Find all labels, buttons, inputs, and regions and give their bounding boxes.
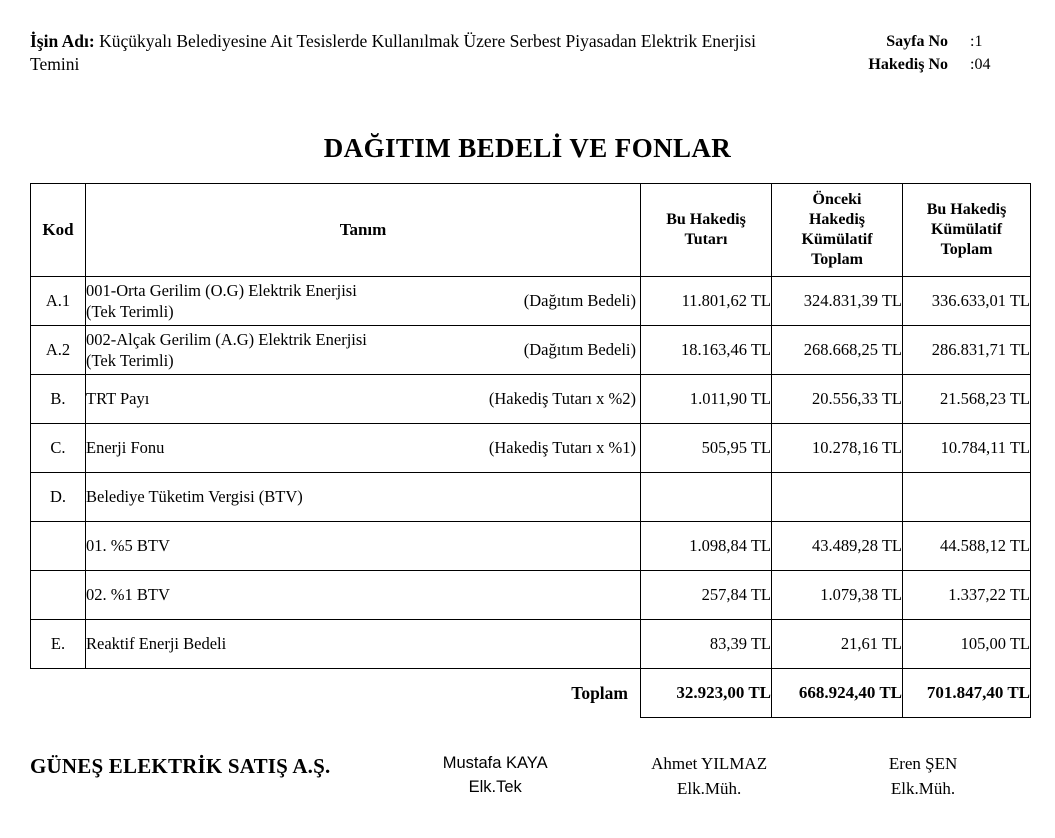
cell-tanim <box>86 522 641 571</box>
cell-bu-hakedis-tutari: 11.801,62 TL <box>641 277 772 326</box>
work-name-block <box>30 30 775 76</box>
cell-kod <box>31 571 86 620</box>
signatory-2 <box>602 752 816 801</box>
desc-line-1: Enerji Fonu <box>86 438 165 458</box>
desc-line-1: Belediye Tüketim Vergisi (BTV) <box>86 487 303 507</box>
signatory-title: Elk.Müh. <box>890 778 956 798</box>
cell-onceki-kumulatif: 1.079,38 TL <box>772 571 903 620</box>
progress-no-label: Hakediş No <box>868 55 948 73</box>
total-bu-hakedis-tutari: 32.923,00 TL <box>641 669 772 718</box>
column-header-line: Toplam <box>940 241 993 258</box>
cell-kod: C. <box>31 424 86 473</box>
desc-line-2: (Tek Terimli) <box>86 351 174 370</box>
cell-bu-kumulatif: 286.831,71 TL <box>903 326 1031 375</box>
cell-tanim <box>86 375 641 424</box>
column-header-tanim: Tanım <box>86 184 641 277</box>
document-meta-block <box>830 31 1030 76</box>
cell-kod: A.2 <box>31 326 86 375</box>
table-row <box>31 620 1031 669</box>
cell-kod <box>31 522 86 571</box>
table-row <box>31 277 1031 326</box>
total-label: Toplam <box>571 682 628 703</box>
table-row <box>31 571 1031 620</box>
page-title: DAĞITIM BEDELİ VE FONLAR <box>323 133 732 163</box>
cell-bu-hakedis-tutari: 257,84 TL <box>641 571 772 620</box>
cell-kod: A.1 <box>31 277 86 326</box>
desc-line-1: 02. %1 BTV <box>86 585 170 605</box>
column-header-line: Önceki <box>812 191 862 208</box>
cell-onceki-kumulatif: 43.489,28 TL <box>772 522 903 571</box>
page-no-row <box>830 31 1030 54</box>
cell-kod: D. <box>31 473 86 522</box>
document-header <box>30 30 1030 76</box>
cell-bu-hakedis-tutari: 1.098,84 TL <box>641 522 772 571</box>
cell-onceki-kumulatif: 10.278,16 TL <box>772 424 903 473</box>
cell-kod: E. <box>31 620 86 669</box>
distribution-fees-table-wrapper <box>30 183 1030 718</box>
column-header-line: Kümülatif <box>801 231 873 248</box>
cell-onceki-kumulatif: 21,61 TL <box>772 620 903 669</box>
column-header-line: Tutarı <box>684 231 728 248</box>
cell-tanim <box>86 473 641 522</box>
cell-bu-kumulatif: 336.633,01 TL <box>903 277 1031 326</box>
cell-bu-hakedis-tutari: 505,95 TL <box>641 424 772 473</box>
cell-onceki-kumulatif <box>772 473 903 522</box>
desc-line-1: 01. %5 BTV <box>86 536 170 556</box>
distribution-fees-table <box>30 183 1031 718</box>
signatory-title: Elk.Tek <box>468 777 522 796</box>
cell-bu-hakedis-tutari <box>641 473 772 522</box>
desc-line-1: 001-Orta Gerilim (O.G) Elektrik Enerjisi <box>86 280 357 300</box>
desc-line-2: (Tek Terimli) <box>86 302 174 321</box>
column-header-onceki-kumulatif <box>772 184 903 277</box>
cell-tanim <box>86 326 641 375</box>
table-row <box>31 424 1031 473</box>
total-onceki-kumulatif: 668.924,40 TL <box>772 669 903 718</box>
cell-tanim <box>86 571 641 620</box>
table-total-row <box>31 669 1031 718</box>
cell-bu-kumulatif: 1.337,22 TL <box>903 571 1031 620</box>
column-header-line: Hakediş <box>808 211 865 228</box>
column-header-bu-hakedis-tutari <box>641 184 772 277</box>
signatory-name: Ahmet YILMAZ <box>651 754 768 773</box>
table-row <box>31 522 1031 571</box>
desc-note: (Hakediş Tutarı x %2) <box>488 389 636 408</box>
signatory-name: Mustafa KAYA <box>442 754 548 772</box>
work-name-label: İşin Adı: <box>30 31 95 51</box>
company-name: GÜNEŞ ELEKTRİK SATIŞ A.Ş. <box>30 754 331 778</box>
progress-no-value: :04 <box>970 55 991 73</box>
desc-line-1: 002-Alçak Gerilim (A.G) Elektrik Enerjisi <box>86 329 367 349</box>
desc-line-1: TRT Payı <box>86 389 150 409</box>
cell-bu-kumulatif <box>903 473 1031 522</box>
cell-bu-kumulatif: 21.568,23 TL <box>903 375 1031 424</box>
table-body <box>31 277 1031 718</box>
signatory-title: Elk.Müh. <box>676 778 742 798</box>
cell-onceki-kumulatif: 268.668,25 TL <box>772 326 903 375</box>
desc-line-1: Reaktif Enerji Bedeli <box>86 634 227 654</box>
table-header <box>31 184 1031 277</box>
desc-note: (Dağıtım Bedeli) <box>523 291 636 310</box>
work-name-value: Küçükyalı Belediyesine Ait Tesislerde Kullanılmak Üzere Serbest Piyasadan Elektrik Enerjisi Temini <box>30 31 757 75</box>
document-footer <box>30 752 1030 801</box>
cell-tanim <box>86 424 641 473</box>
cell-onceki-kumulatif: 20.556,33 TL <box>772 375 903 424</box>
cell-bu-hakedis-tutari: 83,39 TL <box>641 620 772 669</box>
column-header-kod: Kod <box>31 184 86 277</box>
cell-bu-kumulatif: 10.784,11 TL <box>903 424 1031 473</box>
total-bu-kumulatif: 701.847,40 TL <box>903 669 1031 718</box>
desc-note: (Hakediş Tutarı x %1) <box>488 438 636 457</box>
desc-note: (Dağıtım Bedeli) <box>523 340 636 359</box>
page-no-value: :1 <box>970 33 983 50</box>
signatory-3 <box>816 752 1030 801</box>
cell-bu-hakedis-tutari: 18.163,46 TL <box>641 326 772 375</box>
table-row <box>31 375 1031 424</box>
column-header-bu-kumulatif <box>903 184 1031 277</box>
page-no-label: Sayfa No <box>886 33 948 50</box>
progress-no-row <box>830 54 1030 77</box>
column-header-line: Kümülatif <box>930 221 1003 238</box>
column-header-line: Bu Hakediş <box>926 201 1007 218</box>
cell-bu-hakedis-tutari: 1.011,90 TL <box>641 375 772 424</box>
column-header-line: Toplam <box>811 251 863 268</box>
cell-onceki-kumulatif: 324.831,39 TL <box>772 277 903 326</box>
table-row <box>31 473 1031 522</box>
cell-tanim <box>86 620 641 669</box>
cell-kod: B. <box>31 375 86 424</box>
cell-bu-kumulatif: 44.588,12 TL <box>903 522 1031 571</box>
signatory-1 <box>388 752 602 800</box>
table-header-row <box>31 184 1031 277</box>
table-row <box>31 326 1031 375</box>
cell-bu-kumulatif: 105,00 TL <box>903 620 1031 669</box>
signatory-name: Eren ŞEN <box>888 754 958 773</box>
column-header-line: Bu Hakediş <box>666 211 746 228</box>
cell-tanim <box>86 277 641 326</box>
